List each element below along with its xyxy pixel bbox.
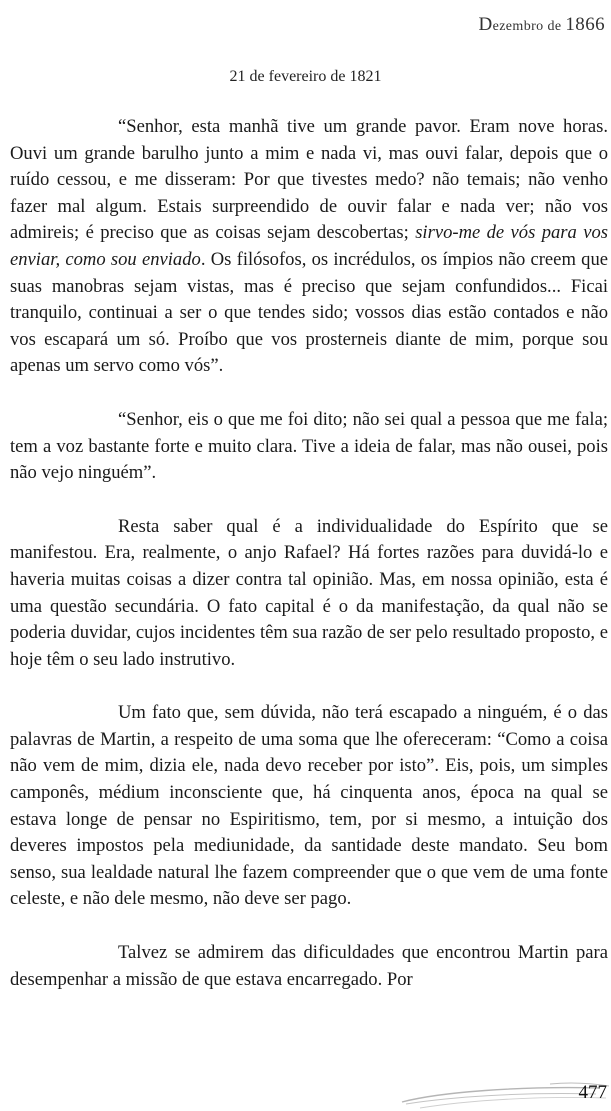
- paragraph-3: Resta saber qual é a individualidade do Espírito que se manifestou. Era, realmente, o anjo Rafael? Há fortes razões para duvidá-lo e haveria muitas coisas a dizer contra tal opinião. Mas, em nossa opinião, esta é uma questão secundária. O fato capital é o da manifestação, da qual não se poderia duvidar, cujos incidentes têm sua razão de ser pelo resultado proposto, e hoje têm o seu lado instrutivo.: [10, 515, 608, 670]
- paragraph-1-part-a: “Senhor, esta manhã tive um grande pavor. Eram nove horas. Ouvi um grande barulho junto a mim e nada vi, mas ouvi falar, depois que o ruído cessou, e me disseram: Por que tivestes medo? não temais; não venho fazer mal algum. Estais surpreendido de ouvir falar e nada ver; não vos admireis; é preciso que as coisas sejam descobertas;: [10, 116, 608, 244]
- paragraph-2: “Senhor, eis o que me foi dito; não sei qual a pessoa que me fala; tem a voz bastante forte e muito clara. Tive a ideia de falar, mas não ousei, pois não vejo ninguém”.: [10, 408, 608, 484]
- paragraph-1: [10, 114, 608, 380]
- running-header-year: 1866: [565, 14, 605, 35]
- running-header-initial: D: [478, 14, 493, 35]
- page-number: 477: [578, 1082, 607, 1103]
- paragraph-4: Um fato que, sem dúvida, não terá escapado a ninguém, é o das palavras de Martin, a respeito de uma soma que lhe ofereceram: “Como a coisa não vem de mim, dizia ele, nada devo receber por isto”. Eis, pois, um simples camponês, médium inconsciente que, há cinquenta anos, época na qual se estava longe de pensar no Espiritismo, tem, por si mesmo, a intuição dos deveres impostos pela mediunidade, da santidade deste mandato. Seu bom senso, sua lealdade natural lhe fazem compreender que o que vem de uma fonte celeste, e não dele mesmo, não deve ser pago.: [10, 702, 608, 910]
- running-header-month: ezembro de: [492, 19, 566, 34]
- paragraph-1-part-b: . Os filósofos, os incrédulos, os ímpios não creem que suas manobras sejam vistas, mas é preciso que sejam confundidos... Ficai tranquilo, continuai a ser o que tendes sido; vossos dias estão contados e não vos escapará um só. Proíbo que vos prosterneis diante de mim, porque sou apenas um servo como vós”.: [10, 248, 608, 377]
- body-text: [10, 114, 608, 993]
- page-footer: [400, 1078, 611, 1111]
- paragraph-1-italic: sirvo-me de vós para vos enviar, como sou enviado: [10, 222, 608, 270]
- entry-date: 21 de fevereiro de 1821: [229, 68, 382, 85]
- paragraph-5: Talvez se admirem das dificuldades que encontrou Martin para desempenhar a missão de que estava encarregado. Por: [10, 942, 608, 990]
- running-header: [478, 14, 605, 36]
